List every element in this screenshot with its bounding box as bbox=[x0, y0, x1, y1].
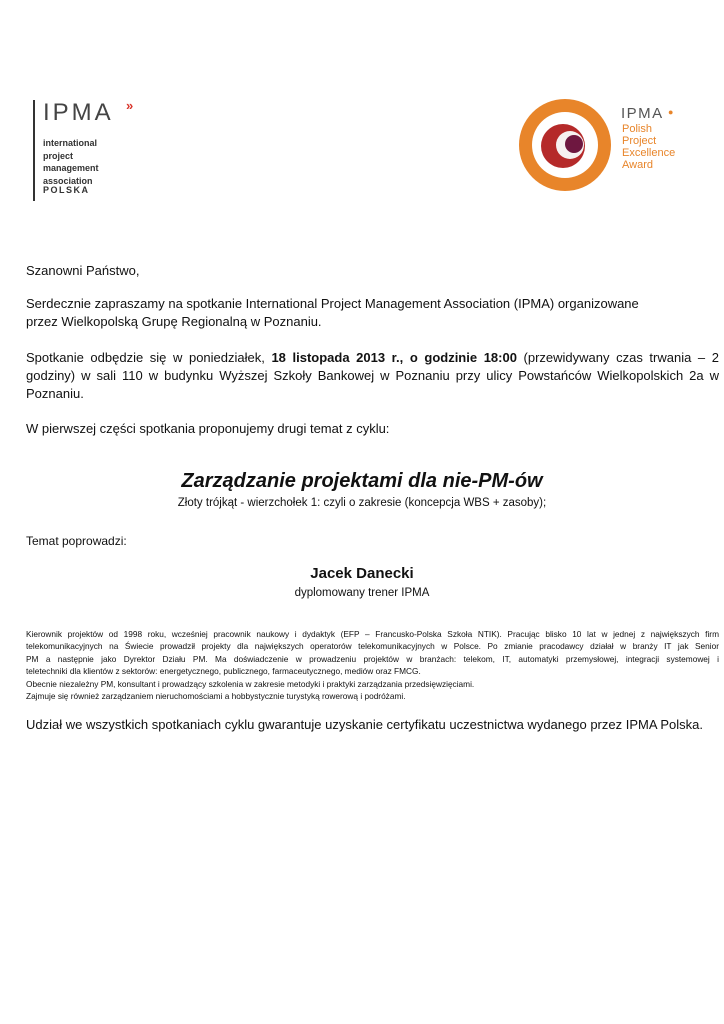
logo-divider bbox=[33, 100, 35, 201]
topic-title: Zarządzanie projektami dla nie-PM-ów bbox=[181, 470, 543, 492]
meeting-paragraph: Spotkanie odbędzie się w poniedziałek, 18 listopada 2013 r., o godzinie 18:00 (przewidywany czas trwania – 2 godziny) w sali 110 w budynku Wyższej Szkoły Bankowej w Poznaniu przy ulicy Powstańców Wielkopolskich 2a w Poznaniu. bbox=[26, 350, 719, 401]
bio-line: Zajmuje się również zarządzaniem nieruchomościami a hobbystycznie turystyką rowerową i podróżami. bbox=[26, 691, 406, 702]
logo-left-country: POLSKA bbox=[43, 185, 90, 195]
bio-line: Obecnie niezależny PM, konsultant i prowadzący szkolenia w zakresie metodyki i praktyki zarządzania przedsięwzięciami. bbox=[26, 678, 475, 689]
chevron-right-icon: » bbox=[126, 98, 132, 113]
logo-left-brand: IPMA bbox=[43, 99, 114, 126]
bio-line: PM a następnie jako Dyrektor Działu PM. Ma doświadczenie w prowadzeniu projektów w branżach: telekom, IT, automatyki przemysłowej, integracji systemowej i bbox=[26, 653, 719, 664]
ipma-polska-logo bbox=[30, 100, 180, 205]
bio-line: telekomunikacyjnych na Świecie prowadził projekty dla największych operatorów telekomunikacyjnych w Polsce. Po zmianie pracodawcy działał w branży IT jak Senior bbox=[26, 641, 719, 652]
lecturer-role: dyplomowany trener IPMA bbox=[294, 587, 430, 599]
logo-right-brand: IPMA bbox=[621, 105, 664, 122]
logo-right-dot: ● bbox=[668, 107, 674, 117]
bio-line: teletechniki dla klientów z sektorów: energetycznego, publicznego, farmaceutycznego, mediów oraz FMCG. bbox=[26, 666, 421, 677]
lecturer-name: Jacek Danecki bbox=[310, 565, 414, 582]
topic-subtitle: Złoty trójkąt - wierzchołek 1: czyli o zakresie (koncepcja WBS + zasoby); bbox=[177, 497, 547, 509]
logo-left-words: international project management association bbox=[43, 138, 99, 186]
bio-line: Kierownik projektów od 1998 roku, wcześniej pracownik naukowy i dydaktyk (EFP – Francusko-Polska Szkoła NTIK). Pracując blisko 10 lat w jednej z największych firm bbox=[26, 629, 719, 639]
award-title: Polish Project Excellence Award bbox=[622, 123, 676, 171]
first-part-text: W pierwszej części spotkania proponujemy drugi temat z cyklu: bbox=[26, 421, 390, 436]
meeting-date: 18 listopada 2013 r., o godzinie 18:00 bbox=[271, 350, 517, 365]
emblem-core bbox=[565, 135, 583, 153]
lecturer-bio bbox=[26, 628, 719, 702]
greeting: Szanowni Państwo, bbox=[26, 263, 140, 278]
award-emblem-icon bbox=[515, 95, 619, 195]
lead-label: Temat poprowadzi: bbox=[26, 534, 127, 548]
ppea-logo bbox=[515, 95, 695, 195]
intro-paragraph: Serdecznie zapraszamy na spotkanie International Project Management Association (IPMA) organizowane przez Wielkopolską Grupę Regionalną w Poznaniu. bbox=[26, 296, 639, 329]
closing-paragraph: Udział we wszystkich spotkaniach cyklu gwarantuje uzyskanie certyfikatu uczestnictwa wydanego przez IPMA Polska. bbox=[26, 717, 704, 732]
